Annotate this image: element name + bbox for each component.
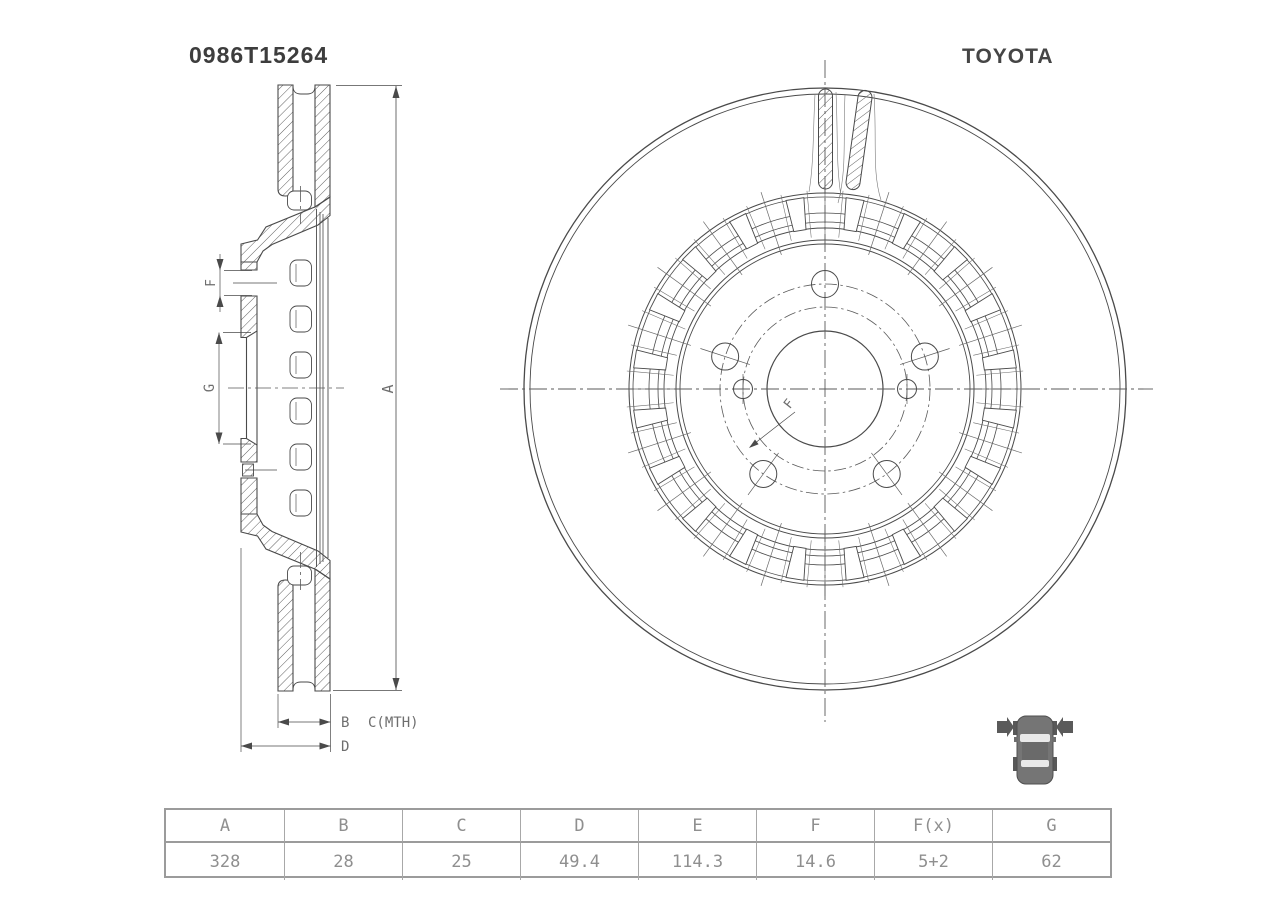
vane-leg <box>650 294 685 322</box>
table-value-fx: 5+2 <box>874 843 992 880</box>
car-top-view-front-axle-arrows-icon <box>997 716 1073 784</box>
table-header-g: G <box>992 810 1110 843</box>
table-header-f: F <box>756 810 874 843</box>
vane-leg <box>844 198 864 232</box>
vane-leg <box>634 350 668 370</box>
table-value-d: 49.4 <box>520 843 638 880</box>
section-view <box>202 85 419 755</box>
vane-leg <box>965 294 1000 322</box>
bolt-hole-leader <box>749 412 795 448</box>
bolt-hole-centermark <box>871 453 902 495</box>
front-f-label: F <box>781 396 798 413</box>
left-front-arrow-icon <box>997 717 1014 737</box>
table-header-a: A <box>166 810 284 843</box>
table-value-c: 25 <box>402 843 520 880</box>
dimensions-table <box>164 808 1112 878</box>
table-header-c: C <box>402 810 520 843</box>
bolt-hole-centermark <box>748 453 779 495</box>
dimension-a-label: A <box>379 384 397 394</box>
vane-leg <box>892 529 920 564</box>
vane-leg <box>982 350 1016 370</box>
hat-vent-slot <box>290 490 312 516</box>
hat-vent-slot <box>290 352 312 378</box>
table-header-b: B <box>284 810 402 843</box>
part-number: 0986T15264 <box>189 42 329 68</box>
vane-leg <box>683 247 716 280</box>
dimension-d-label: D <box>341 739 350 755</box>
vane-leg <box>730 214 758 249</box>
vane-leg <box>982 408 1016 428</box>
table-header-e: E <box>638 810 756 843</box>
vane-leg <box>786 198 806 232</box>
dimension-c-label: C(MTH) <box>368 715 419 731</box>
dimension-g-label: G <box>202 383 218 393</box>
vane-leg <box>934 498 967 531</box>
bolt-hole-centermark <box>900 349 949 365</box>
table-value-b: 28 <box>284 843 402 880</box>
table-header-fx: F(x) <box>874 810 992 843</box>
brand-name: TOYOTA <box>962 45 1054 68</box>
dimension-b-label: B <box>341 715 350 731</box>
table-header-d: D <box>520 810 638 843</box>
vane-leg <box>965 456 1000 484</box>
front-view <box>500 60 1153 722</box>
table-value-e: 114.3 <box>638 843 756 880</box>
hat-vent-slot <box>290 260 312 286</box>
vane-leg <box>934 247 967 280</box>
vane-leg <box>683 498 716 531</box>
hat-vent-slot <box>290 398 312 424</box>
hat-vent-slot <box>290 306 312 332</box>
hat-vent-slot <box>290 444 312 470</box>
dimension-b <box>278 694 331 752</box>
table-value-a: 328 <box>209 851 241 872</box>
right-front-arrow-icon <box>1056 717 1073 737</box>
table-value-g: 62 <box>992 843 1110 880</box>
vane-leg <box>844 546 864 580</box>
vane-leg <box>650 456 685 484</box>
vane-leg <box>730 529 758 564</box>
vane-leg <box>634 408 668 428</box>
vane-leg <box>786 546 806 580</box>
bolt-hole-centermark <box>700 349 749 365</box>
table-value-f: 14.6 <box>756 843 874 880</box>
sectioned-vane-slots <box>809 89 881 203</box>
dimension-f-label: F <box>204 279 219 287</box>
vane-leg <box>892 214 920 249</box>
